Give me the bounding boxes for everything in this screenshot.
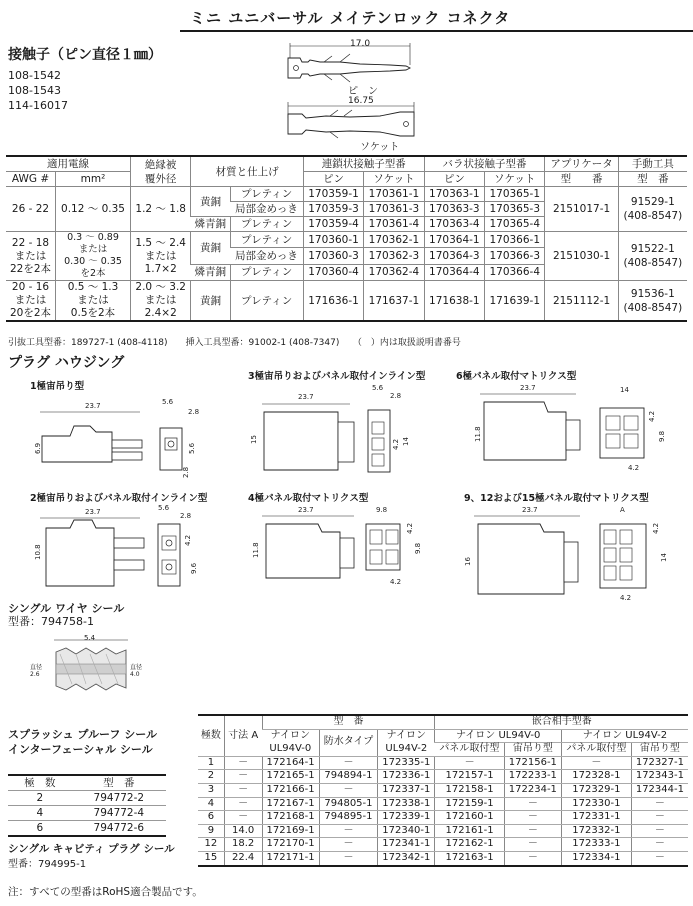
table-cell: 172157-1 [435, 770, 504, 784]
cell-part: 170361-4 [364, 217, 424, 232]
cell-finish: プレティン [230, 187, 303, 202]
table-row [198, 797, 688, 811]
table-row [198, 851, 688, 865]
cell-finish: プレティン [230, 232, 303, 248]
table-cell: 1 [198, 756, 224, 770]
table-cell: 172337-1 [378, 783, 435, 797]
cavity-seal-part: 型番：794995-1 [8, 859, 87, 870]
svg-text:4.2: 4.2 [390, 578, 402, 586]
table-cell: 172167-1 [262, 797, 319, 811]
cell-part: 171638-1 [424, 281, 484, 322]
table-header-row [8, 775, 166, 791]
cell-part: 794772-6 [72, 821, 166, 837]
contact-part-number: 114-16017 [8, 99, 68, 112]
col-bulk: バラ状接触子型番 [424, 156, 545, 172]
table-cell: － [561, 756, 631, 770]
interfacial-heading: インターフェーシャル シール [8, 743, 153, 756]
table-cell: 172342-1 [378, 851, 435, 865]
table-row [8, 821, 166, 837]
table-cell: 794895-1 [319, 811, 378, 825]
table-cell: 172156-1 [504, 756, 561, 770]
col-bulk-socket: ソケット [485, 172, 545, 187]
table-cell: － [224, 756, 262, 770]
svg-text:23.7: 23.7 [85, 402, 101, 410]
contact-spec-table [6, 155, 687, 322]
table-cell: 172327-1 [631, 756, 688, 770]
svg-text:2.8: 2.8 [182, 466, 190, 478]
cell-material: 黄銅 [191, 281, 230, 322]
cell-part: 170363-1 [424, 187, 484, 202]
cell-part: 170359-4 [303, 217, 363, 232]
table-cell: 172163-1 [435, 851, 504, 865]
contacts-heading: 接触子（ピン直径１㎜） [8, 47, 162, 63]
col-waterproof: 防水タイプ [319, 729, 378, 756]
table-cell: － [224, 811, 262, 825]
cell-part: 170363-3 [424, 202, 484, 217]
table-cell: 172161-1 [435, 824, 504, 838]
wire-seal-heading: シングル ワイヤ シール [8, 602, 125, 615]
table-cell: － [631, 824, 688, 838]
cell-part: 170365-1 [485, 187, 545, 202]
table-cell: 794805-1 [319, 797, 378, 811]
cell-hand-tool: 91529-1 (408-8547) [618, 187, 687, 232]
table-cell: － [504, 824, 561, 838]
svg-text:16: 16 [464, 557, 472, 566]
fig-label: 1極宙吊り型 [30, 381, 85, 392]
cell-part: 171639-1 [485, 281, 545, 322]
table-header-row [198, 729, 688, 743]
table-cell: 2 [198, 770, 224, 784]
cell-part: 170360-1 [303, 232, 363, 248]
table-header-row [6, 172, 687, 187]
cell-awg: 22 - 18 または 22を2本 [6, 232, 56, 281]
cell-finish: プレティン [230, 217, 303, 232]
wire-seal-dim-outer: 直径 4.0 [130, 664, 143, 678]
cell-mm2: 0.3 ～ 0.89 または 0.30 ～ 0.35 を2本 [56, 232, 131, 281]
table-cell: 6 [198, 811, 224, 825]
cell-part: 170359-3 [303, 202, 363, 217]
mating-table-body [198, 756, 688, 865]
table-cell: 15 [198, 851, 224, 865]
splash-heading: スプラッシュ プルーフ シール [8, 728, 158, 741]
col-bulk-pin: ピン [424, 172, 484, 187]
socket-length-dim: 16.75 [348, 96, 374, 106]
table-cell: － [319, 756, 378, 770]
cell-part: 170363-4 [424, 217, 484, 232]
table-cell: 172160-1 [435, 811, 504, 825]
table-cell: 172332-1 [561, 824, 631, 838]
table-cell: 172164-1 [262, 756, 319, 770]
col-hand-tool-sub: 型 番 [618, 172, 687, 187]
svg-text:23.7: 23.7 [522, 506, 538, 514]
table-row [198, 783, 688, 797]
cell-awg: 26 - 22 [6, 187, 56, 232]
table-cell: － [504, 797, 561, 811]
col-insulation: 絶縁被 覆外径 [130, 156, 190, 187]
col-hang: 宙吊り型 [504, 743, 561, 757]
contact-part-number: 108-1543 [8, 84, 61, 97]
col-nylon-v0: ナイロン UL94V-0 [262, 729, 319, 756]
cell-part: 170362-1 [364, 232, 424, 248]
svg-text:4.2: 4.2 [184, 534, 192, 546]
col-part: 型 番 [72, 775, 166, 791]
svg-text:23.7: 23.7 [520, 384, 536, 392]
cell-insulation: 1.5 ～ 2.4 または 1.7×2 [130, 232, 190, 281]
svg-text:14: 14 [660, 553, 668, 562]
cell-part: 170364-3 [424, 248, 484, 264]
cell-part: 170365-3 [485, 202, 545, 217]
cell-part: 171637-1 [364, 281, 424, 322]
col-cont-pin: ピン [303, 172, 363, 187]
cell-part: 170359-1 [303, 187, 363, 202]
col-model: 型 番 [262, 715, 435, 729]
table-cell: 14.0 [224, 824, 262, 838]
table-cell: － [504, 838, 561, 852]
contact-part-numbers [8, 68, 68, 113]
cell-part: 170365-4 [485, 217, 545, 232]
cell-finish: 局部金めっき [230, 248, 303, 264]
table-cell: 18.2 [224, 838, 262, 852]
svg-text:9.8: 9.8 [376, 506, 388, 514]
housing-drawing-3pole [248, 382, 418, 482]
col-panel: パネル取付型 [561, 743, 631, 757]
table-row [198, 770, 688, 784]
svg-text:9.6: 9.6 [190, 562, 198, 574]
table-cell: 172331-1 [561, 811, 631, 825]
fig-label: 9、12および15極パネル取付マトリクス型 [464, 493, 649, 504]
table-cell: 172339-1 [378, 811, 435, 825]
col-cont-socket: ソケット [364, 172, 424, 187]
table-cell: 794894-1 [319, 770, 378, 784]
table-row [6, 187, 687, 202]
cavity-seal-heading: シングル キャビティ プラグ シール [8, 843, 175, 855]
svg-text:4.2: 4.2 [648, 410, 656, 422]
cell-applicator: 2151112-1 [545, 281, 618, 322]
table-cell: 172333-1 [561, 838, 631, 852]
table-cell: － [631, 838, 688, 852]
table-row [198, 756, 688, 770]
table-header-row [6, 156, 687, 172]
table-cell: 172338-1 [378, 797, 435, 811]
svg-text:4.2: 4.2 [620, 594, 632, 602]
table-cell: － [631, 811, 688, 825]
housing-drawing-4pole [248, 502, 428, 594]
svg-text:11.8: 11.8 [474, 426, 482, 442]
table-cell: 172170-1 [262, 838, 319, 852]
footnote: 注：すべての型番はRoHS適合製品です。 [8, 886, 203, 898]
table-cell: 172169-1 [262, 824, 319, 838]
svg-text:9.8: 9.8 [658, 430, 666, 442]
cell-awg: 20 - 16 または 20を2本 [6, 281, 56, 322]
table-cell: － [319, 838, 378, 852]
housing-heading: プラグ ハウジング [8, 355, 125, 371]
table-row [198, 824, 688, 838]
col-panel: パネル取付型 [435, 743, 504, 757]
table-cell: 172328-1 [561, 770, 631, 784]
table-cell: 172171-1 [262, 851, 319, 865]
title-rule [180, 30, 693, 32]
col-dim-a: 寸法 A [224, 715, 262, 756]
fig-label: 3極宙吊りおよびパネル取付インライン型 [248, 371, 426, 382]
svg-text:10.8: 10.8 [34, 544, 42, 560]
col-material: 材質と仕上げ [191, 156, 303, 187]
cell-part: 170362-3 [364, 248, 424, 264]
wire-seal-dim-inner: 直径 2.6 [30, 664, 43, 678]
fig-label: 4極パネル取付マトリクス型 [248, 493, 369, 504]
svg-text:9.8: 9.8 [414, 542, 422, 554]
table-cell: 172165-1 [262, 770, 319, 784]
cell-material: 黄銅 [191, 187, 230, 217]
table-cell: 172341-1 [378, 838, 435, 852]
cell-mm2: 0.5 ～ 1.3 または 0.5を2本 [56, 281, 131, 322]
svg-text:23.7: 23.7 [85, 508, 101, 516]
table-row [8, 791, 166, 806]
svg-text:4.2: 4.2 [406, 522, 414, 534]
cell-part: 794772-4 [72, 806, 166, 821]
table-cell: 12 [198, 838, 224, 852]
seal-table [8, 774, 166, 837]
cell-part: 170366-3 [485, 248, 545, 264]
cell-applicator: 2151017-1 [545, 187, 618, 232]
svg-text:14: 14 [620, 386, 629, 394]
cell-material: 燐青銅 [191, 217, 230, 232]
col-mating-nylon-v2: ナイロン UL94V-2 [561, 729, 688, 743]
cell-part: 170360-4 [303, 264, 363, 280]
table-row [8, 806, 166, 821]
cell-poles: 6 [8, 821, 72, 837]
tool-note: 引抜工具型番：189727-1 (408-4118) 挿入工具型番：91002-1 (408-7347) （ ）内は取扱説明書番号 [8, 338, 461, 348]
svg-text:6.9: 6.9 [34, 442, 42, 454]
table-cell: 9 [198, 824, 224, 838]
table-cell: 172344-1 [631, 783, 688, 797]
cell-part: 170362-4 [364, 264, 424, 280]
cell-material: 燐青銅 [191, 264, 230, 280]
wire-seal-part: 型番：794758-1 [8, 615, 94, 628]
col-wire: 適用電線 [6, 156, 130, 172]
svg-text:5.6: 5.6 [162, 398, 174, 406]
col-nylon-v2: ナイロン UL94V-2 [378, 729, 435, 756]
col-mm2: mm² [56, 172, 131, 187]
cell-finish: 局部金めっき [230, 202, 303, 217]
table-row [198, 811, 688, 825]
table-cell: － [631, 851, 688, 865]
table-cell: 4 [198, 797, 224, 811]
cell-hand-tool: 91536-1 (408-8547) [618, 281, 687, 322]
col-poles: 極数 [198, 715, 224, 756]
table-cell: － [631, 797, 688, 811]
table-cell: 172168-1 [262, 811, 319, 825]
svg-text:5.6: 5.6 [158, 504, 170, 512]
table-cell: － [504, 811, 561, 825]
svg-text:11.8: 11.8 [252, 542, 260, 558]
fig-label: 2極宙吊りおよびパネル取付インライン型 [30, 493, 208, 504]
col-poles: 極 数 [8, 775, 72, 791]
table-cell: － [224, 770, 262, 784]
cell-material: 黄銅 [191, 232, 230, 265]
svg-text:4.2: 4.2 [628, 464, 640, 472]
cell-part: 170361-3 [364, 202, 424, 217]
cell-part: 171636-1 [303, 281, 363, 322]
col-mating-nylon-v0: ナイロン UL94V-0 [435, 729, 562, 743]
table-cell: － [224, 797, 262, 811]
table-row [198, 838, 688, 852]
cell-hand-tool: 91522-1 (408-8547) [618, 232, 687, 281]
page-title: ミニ ユニバーサル メイテンロック コネクタ [190, 9, 511, 27]
col-applicator: アプリケータ [545, 156, 618, 172]
table-row [6, 281, 687, 322]
table-cell: 172162-1 [435, 838, 504, 852]
svg-text:4.2: 4.2 [392, 438, 400, 450]
pin-label: ピ ン [348, 86, 378, 97]
col-hand-tool: 手動工具 [618, 156, 687, 172]
col-mating: 嵌合相手型番 [435, 715, 688, 729]
cell-part: 170364-1 [424, 232, 484, 248]
table-cell: 172336-1 [378, 770, 435, 784]
housing-drawing-1pole [30, 392, 210, 482]
housing-drawing-9-15pole [460, 502, 680, 604]
fig-label: 6極パネル取付マトリクス型 [456, 371, 577, 382]
table-cell: 172334-1 [561, 851, 631, 865]
cell-part: 170360-3 [303, 248, 363, 264]
wire-seal-dim-length: 5.4 [84, 634, 96, 642]
cell-finish: プレティン [230, 281, 303, 322]
table-cell: － [504, 851, 561, 865]
table-cell: － [435, 756, 504, 770]
cell-finish: プレティン [230, 264, 303, 280]
col-applicator-sub: 型 番 [545, 172, 618, 187]
mating-table [198, 714, 688, 867]
cell-insulation: 1.2 ～ 1.8 [130, 187, 190, 232]
contact-part-number: 108-1542 [8, 69, 61, 82]
table-cell: 3 [198, 783, 224, 797]
col-hang: 宙吊り型 [631, 743, 688, 757]
svg-text:4.2: 4.2 [652, 522, 660, 534]
col-continuous: 連鎖状接触子型番 [303, 156, 424, 172]
table-cell: 22.4 [224, 851, 262, 865]
table-cell: 172166-1 [262, 783, 319, 797]
cell-part: 170366-4 [485, 264, 545, 280]
table-cell: 172158-1 [435, 783, 504, 797]
table-cell: － [319, 851, 378, 865]
cell-mm2: 0.12 ～ 0.35 [56, 187, 131, 232]
svg-text:14: 14 [402, 437, 410, 446]
svg-text:5.6: 5.6 [188, 442, 196, 454]
table-cell: － [319, 783, 378, 797]
cell-insulation: 2.0 ～ 3.2 または 2.4×2 [130, 281, 190, 322]
table-cell: 172330-1 [561, 797, 631, 811]
svg-text:2.8: 2.8 [188, 408, 200, 416]
cell-poles: 2 [8, 791, 72, 806]
svg-text:2.8: 2.8 [180, 512, 192, 520]
svg-text:23.7: 23.7 [298, 506, 314, 514]
svg-text:2.8: 2.8 [390, 392, 402, 400]
svg-text:15: 15 [250, 435, 258, 444]
table-cell: － [224, 783, 262, 797]
table-cell: 172329-1 [561, 783, 631, 797]
housing-drawing-2pole [30, 502, 210, 594]
cell-part: 170366-1 [485, 232, 545, 248]
col-awg: AWG # [6, 172, 56, 187]
table-cell: 172343-1 [631, 770, 688, 784]
svg-text:5.6: 5.6 [372, 384, 384, 392]
cell-part: 170364-4 [424, 264, 484, 280]
svg-text:23.7: 23.7 [298, 393, 314, 401]
cell-poles: 4 [8, 806, 72, 821]
title-bar [0, 0, 693, 30]
housing-drawing-6pole [470, 382, 670, 472]
cell-part: 170361-1 [364, 187, 424, 202]
table-header-row [198, 715, 688, 729]
table-cell: － [319, 824, 378, 838]
table-cell: 172233-1 [504, 770, 561, 784]
table-row [6, 232, 687, 248]
socket-label: ソケット [360, 142, 400, 153]
pin-length-dim: 17.0 [350, 39, 371, 49]
table-cell: 172159-1 [435, 797, 504, 811]
table-cell: 172234-1 [504, 783, 561, 797]
cell-part: 794772-2 [72, 791, 166, 806]
svg-text:A: A [620, 506, 625, 514]
table-cell: 172335-1 [378, 756, 435, 770]
table-cell: 172340-1 [378, 824, 435, 838]
cell-applicator: 2151030-1 [545, 232, 618, 281]
